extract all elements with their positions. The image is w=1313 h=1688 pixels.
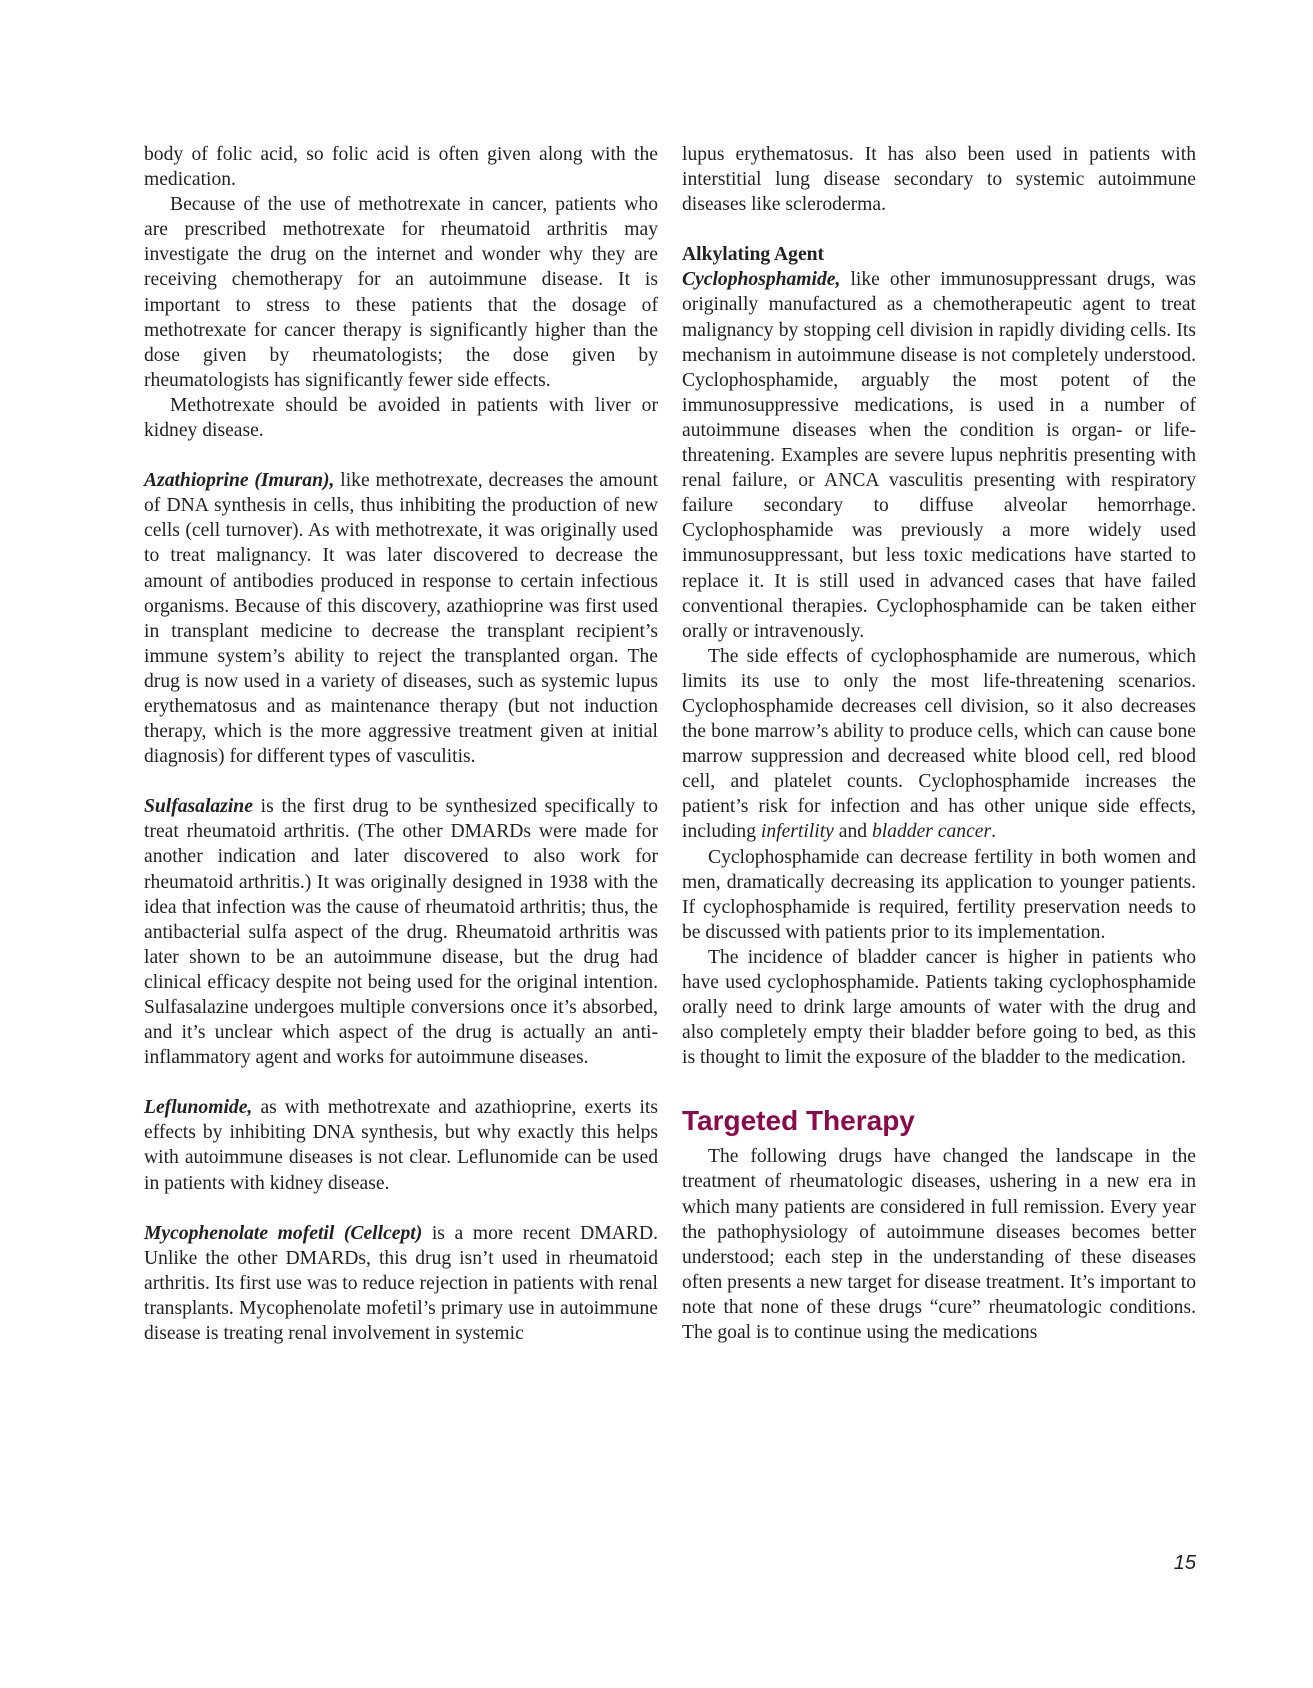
mycophenolate-paragraph [144,1221,658,1346]
azathioprine-paragraph [144,468,658,769]
mycophenolate-drug-name: Mycophenolate mofetil (Cellcept) [144,1222,423,1244]
targeted-therapy-heading: Targeted Therapy [682,1105,915,1137]
fertility-paragraph: Cyclophosphamide can decrease fertility in both women and men, dramatically decreasing its application to younger patients. If cyclophosphamide is required, fertility preservation needs to be discussed with patients prior to its implementation. [682,846,1196,943]
side-effects-text: The side effects of cyclophosphamide are numerous, which limits its use to only the most life-threatening scenarios. Cyclophosphamide decreases cell division, so it also decreases the bone marrow’s ability to produce cells, which can cause bone marrow suppression and decreased white blood cell, red blood cell, and platelet counts. Cyclophosphamide increases the patient’s risk for infection and has other unique side effects, including [682,645,1196,843]
methotrexate-cancer-paragraph: Because of the use of methotrexate in cancer, patients who are prescribed methotrexate for rheumatoid arthritis may investigate the drug on the internet and wonder why they are receiving chemotherapy for an autoimmune disease. It is important to stress to these patients that the dosage of methotrexate for cancer therapy is significantly higher than the dose given by rheumatologists; the dose given by rheumatologists has significantly fewer side effects. [144,194,658,391]
infertility-emphasis: infertility [760,821,834,843]
azathioprine-text: like methotrexate, decreases the amount of DNA synthesis in cells, thus inhibiting the production of new cells (cell turnover). As with methotrexate, it was originally used to treat malignancy. It was later discovered to decrease the amount of antibodies produced in response to certain infectious organisms. Because of this discovery, azathioprine was first used in transplant medicine to decrease the transplant recipient’s immune system’s ability to reject the transplanted organ. The drug is now used in a variety of diseases, such as systemic lupus erythematosus and as maintenance therapy (but not induction therapy, which is the more aggressive treatment given at initial diagnosis) for different types of vasculitis. [144,470,658,768]
side-effects-end: . [991,821,997,843]
side-effects-paragraph [682,644,1196,845]
sulfasalazine-drug-name: Sulfasalazine [144,796,253,818]
leflunomide-paragraph [144,1095,658,1195]
methotrexate-avoid-paragraph: Methotrexate should be avoided in patients with liver or kidney disease. [144,394,658,442]
mycophenolate-text: is a more recent DMARD. Unlike the other DMARDs, this drug isn’t used in rheumatoid arthritis. Its first use was to reduce rejection in patients with renal transplants. Mycophenolate mofetil’s primary use in autoimmune disease is treating renal involvement in systemic [144,1222,658,1345]
lupus-continuation-paragraph: lupus erythematosus. It has also been used in patients with interstitial lung disease secondary to systemic autoimmune diseases like scleroderma. [682,144,1196,216]
page-number: 15 [1173,1552,1196,1574]
cyclophosphamide-paragraph [682,267,1196,643]
cyclophosphamide-drug-name: Cyclophosphamide, [682,269,841,291]
folic-acid-paragraph: body of folic acid, so folic acid is often given along with the medication. [144,144,658,191]
side-effects-and: and [833,821,872,843]
leflunomide-drug-name: Leflunomide, [144,1097,253,1119]
cyclophosphamide-text: like other immunosuppressant drugs, was originally manufactured as a chemotherapeutic agent to treat malignancy by stopping cell division in rapidly dividing cells. Its mechanism in autoimmune disease is not completely understood. Cyclophosphamide, arguably the most potent of the immunosuppressive medications, is used in a number of autoimmune diseases when the condition is organ- or life-threatening. Examples are severe lupus nephritis presenting with renal failure, or ANCA vasculitis presenting with respiratory failure secondary to diffuse alveolar hemorrhage. Cyclophosphamide was previously a more widely used immunosuppressant, but less toxic medications have started to replace it. It is still used in advanced cases that have failed conventional therapies. Cyclophosphamide can be taken either orally or intravenously. [682,269,1196,642]
left-column [144,142,658,1346]
azathioprine-drug-name: Azathioprine (Imuran), [144,470,335,492]
bladder-cancer-emphasis: bladder cancer [871,821,992,843]
alkylating-agent-subheading: Alkylating Agent [682,244,825,266]
sulfasalazine-text: is the first drug to be synthesized specifically to treat rheumatoid arthritis. (The other DMARDs were made for another indication and later discovered to also work for rheumatoid arthritis.) It was originally designed in 1938 with the idea that infection was the cause of rheumatoid arthritis; thus, the antibacterial sulfa aspect of the drug. Rheumatoid arthritis was later shown to be an autoimmune disease, but the drug had clinical efficacy despite not being used for the original intention. Sulfasalazine undergoes multiple conversions once it’s absorbed, and it’s unclear which aspect of the drug is actually an anti-inflammatory agent and works for autoimmune diseases. [144,796,658,1069]
targeted-therapy-intro-paragraph: The following drugs have changed the landscape in the treatment of rheumatologic diseases, ushering in a new era in which many patients are considered in full remission. Every year the pathophysiology of autoimmune diseases becomes better understood; each step in the understanding of these diseases often presents a new target for disease treatment. It’s important to note that none of these drugs “cure” rheumatologic conditions. The goal is to continue using the medications [682,1146,1196,1344]
leflunomide-text: as with methotrexate and azathioprine, exerts its effects by inhibiting DNA synthesis, but why exactly this helps with autoimmune diseases is not clear. Leflunomide can be used in patients with kidney disease. [144,1097,658,1194]
right-column [682,142,1196,1345]
sulfasalazine-paragraph [144,794,658,1070]
bladder-cancer-paragraph: The incidence of bladder cancer is higher in patients who have used cyclophosphamide. Patients taking cyclophosphamide orally need to drink large amounts of water with the drug and also completely empty their bladder before going to bed, as this is thought to limit the exposure of the bladder to the medication. [682,946,1196,1069]
